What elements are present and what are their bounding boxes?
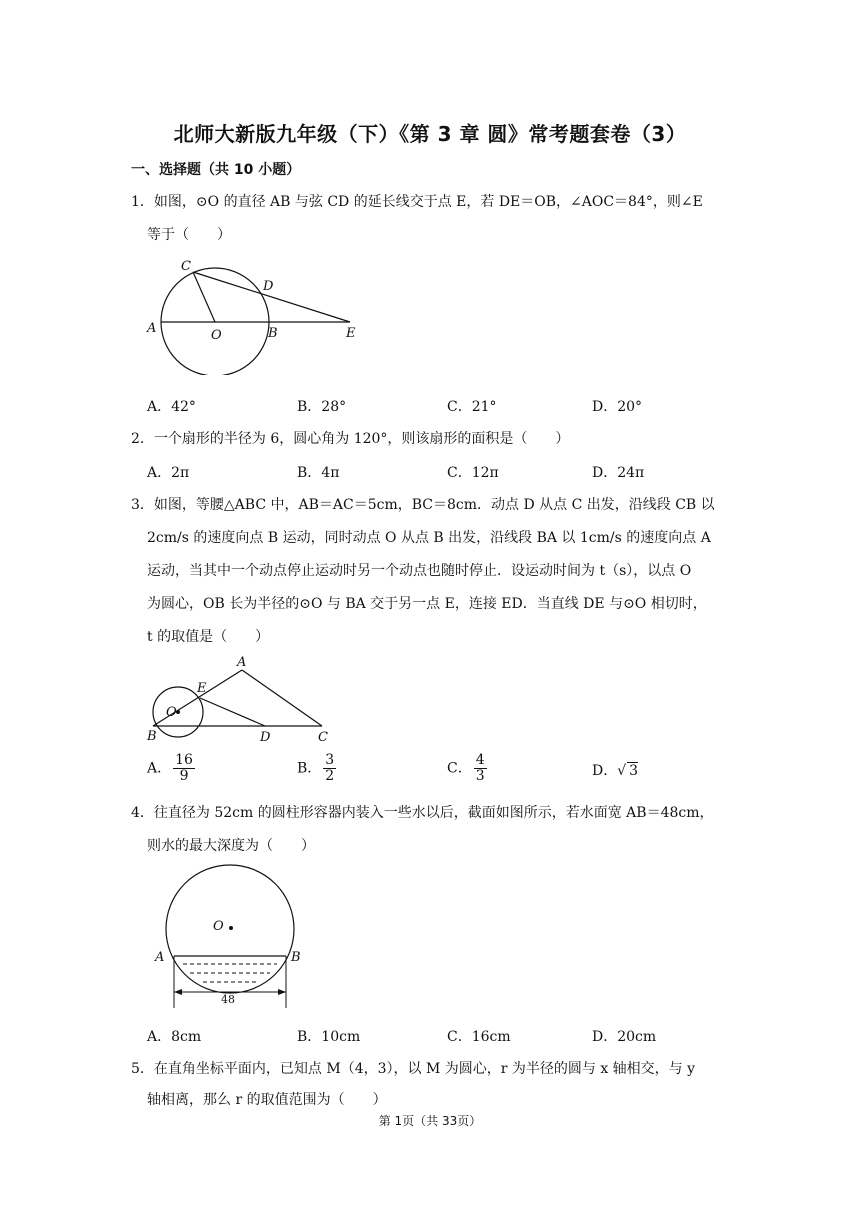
q1-option-d: D．20° — [592, 399, 643, 415]
q1-line-2: 等于（ ） — [147, 227, 231, 243]
q4-label-b: B — [291, 950, 301, 965]
q5-line-2: 轴相离，那么 r 的取值范围为（ ） — [147, 1092, 387, 1108]
q4-label-o: O — [213, 919, 224, 934]
q2-line-1: 2．一个扇形的半径为 6，圆心角为 120°，则该扇形的面积是（ ） — [131, 431, 570, 447]
page-title: 北师大新版九年级（下）《第 3 章 圆》常考题套卷（3） — [173, 122, 687, 146]
q3-figure — [140, 650, 360, 745]
q3-option-b: B． $\frac{3}{2}$ — [297, 752, 335, 784]
section-heading: 一、选择题（共 10 小题） — [131, 162, 301, 178]
q5-line-1: 5．在直角坐标平面内，已知点 M（4，3），以 M 为圆心，r 为半径的圆与 x 轴相交，与 y — [131, 1061, 696, 1077]
q4-option-c: C．16cm — [447, 1029, 511, 1045]
q4-center-dot — [229, 926, 233, 930]
q1-label-b: B — [268, 326, 278, 341]
q3-label-o: O — [166, 705, 177, 720]
q3-line-3: 运动，当其中一个动点停止运动时另一个动点也随时停止．设运动时间为 t（s），以点 O — [147, 563, 692, 579]
q3-option-a: A． $\frac{16}{9}$ — [147, 752, 193, 784]
q1-figure — [140, 255, 380, 375]
q1-option-a: A．42° — [147, 399, 196, 415]
q3-label-b: B — [147, 729, 157, 744]
page-footer: 第 1页（共 33页） — [378, 1114, 482, 1128]
q3-label-d: D — [260, 730, 271, 745]
q4-figure — [145, 858, 315, 1018]
q2-option-d: D．24π — [592, 465, 645, 481]
q3-line-4: 为圆心，OB 长为半径的⊙O 与 BA 交于另一点 E，连接 ED．当直线 DE 与⊙O 相切时， — [147, 596, 707, 612]
q3-line-1: 3．如图，等腰△ABC 中，AB＝AC＝5cm，BC＝8cm．动点 D 从点 C 出发，沿线段 CB 以 — [131, 497, 715, 513]
q3-label-c: C — [318, 730, 328, 745]
q4-label-a: A — [155, 950, 165, 965]
q4-option-a: A．8cm — [147, 1029, 202, 1045]
q3-segment-ed — [200, 698, 265, 726]
q3-option-c: C． $\frac{4}{3}$ — [447, 752, 485, 784]
q1-label-c: C — [181, 259, 191, 274]
q1-option-c: C．21° — [447, 399, 497, 415]
q1-label-o: O — [211, 328, 222, 343]
q4-arrow-left — [174, 989, 182, 995]
q4-option-b: B．10cm — [297, 1029, 361, 1045]
q4-arrow-right — [278, 989, 286, 995]
q3-line-5: t 的取值是（ ） — [147, 629, 270, 645]
q3-label-a: A — [237, 655, 247, 670]
q1-label-e: E — [346, 326, 356, 341]
q1-line-1: 1．如图，⊙O 的直径 AB 与弦 CD 的延长线交于点 E，若 DE＝OB，∠AOC＝84°，则∠E — [131, 194, 703, 210]
q2-option-b: B．4π — [297, 465, 340, 481]
q3-segment-ac — [242, 670, 322, 726]
q2-option-c: C．12π — [447, 465, 499, 481]
q4-option-d: D．20cm — [592, 1029, 657, 1045]
q3-label-e: E — [197, 681, 207, 696]
q4-line-2: 则水的最大深度为（ ） — [147, 838, 315, 854]
q1-segment-oc — [193, 272, 215, 322]
q3-option-d: D．√ 3 — [592, 763, 639, 779]
q3-line-2: 2cm/s 的速度向点 B 运动，同时动点 O 从点 B 出发，沿线段 BA 以 1cm/s 的速度向点 A — [147, 530, 711, 546]
q2-option-a: A．2π — [147, 465, 190, 481]
q1-option-b: B．28° — [297, 399, 347, 415]
q4-line-1: 4．往直径为 52cm 的圆柱形容器内装入一些水以后，截面如图所示，若水面宽 AB＝48cm， — [131, 805, 714, 821]
q1-label-a: A — [147, 321, 157, 336]
q1-label-d: D — [263, 279, 274, 294]
q4-label-48: 48 — [221, 993, 235, 1006]
